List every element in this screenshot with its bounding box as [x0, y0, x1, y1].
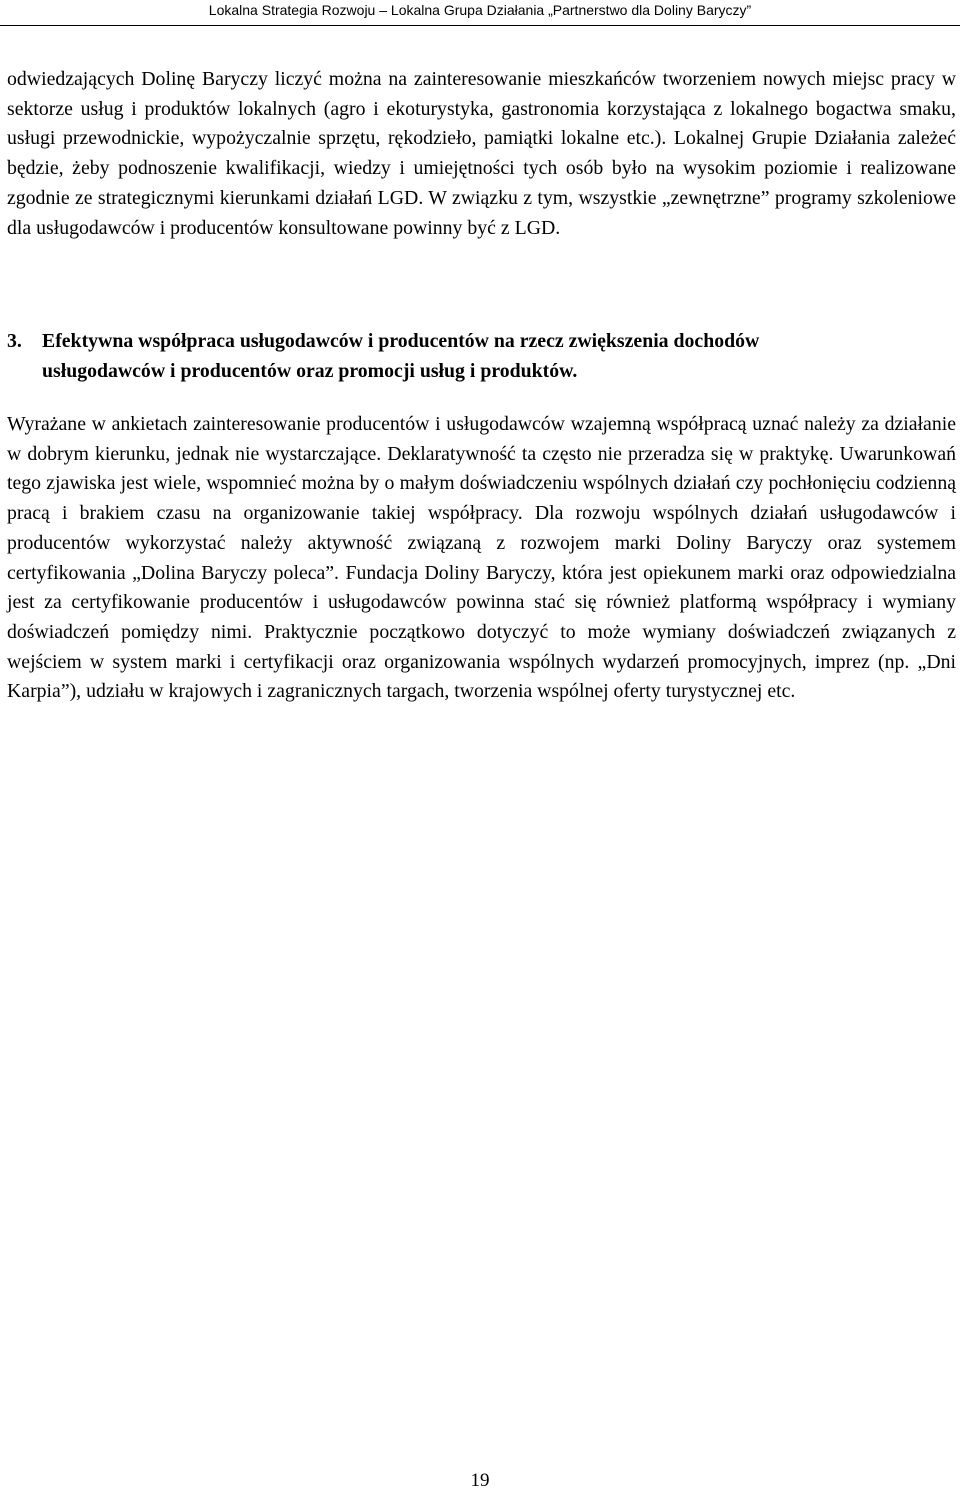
section-title-line-1: Efektywna współpraca usługodawców i producentów na rzecz zwiększenia dochodów — [42, 330, 760, 352]
body-text-block-1 — [7, 65, 956, 243]
paragraph-1: odwiedzających Dolinę Baryczy liczyć można na zainteresowanie mieszkańców tworzeniem nowych miejsc pracy w sektorze usług i produktów lokalnych (agro i ekoturystyka, gastronomia korzystająca z lokalnego bogactwa smaku, usługi przewodnickie, wypożyczalnie sprzętu, rękodzieło, pamiątki lokalne etc.). Lokalnej Grupie Działania zależeć będzie, żeby podnoszenie kwalifikacji, wiedzy i umiejętności tych osób było na wysokim poziomie i realizowane zgodnie ze strategicznymi kierunkami działań LGD. W związku z tym, wszystkie „zewnętrzne” programy szkoleniowe dla usługodawców i producentów konsultowane powinny być z LGD. — [7, 68, 956, 239]
header-title: Lokalna Strategia Rozwoju – Lokalna Grupa Działania „Partnerstwo dla Doliny Baryczy” — [208, 2, 752, 18]
section-number: 3. — [7, 330, 22, 352]
section-title-line-2: usługodawców i producentów oraz promocji usług i produktów. — [42, 359, 578, 382]
body-text-block-2 — [7, 410, 956, 707]
section-heading — [7, 327, 956, 386]
page-number: 19 — [470, 1470, 490, 1491]
paragraph-2: Wyrażane w ankietach zainteresowanie producentów i usługodawców wzajemną współpracą uznać należy za działanie w dobrym kierunku, jednak nie wystarczające. Deklaratywność ta często nie przeradza się w praktykę. Uwarunkowań tego zjawiska jest wiele, wspomnieć można by o małym doświadczeniu wspólnych działań czy pochłonięciu codzienną pracą i brakiem czasu na organizowanie takiej współpracy. Dla rozwoju wspólnych działań usługodawców i producentów wykorzystać należy aktywność związaną z rozwojem marki Doliny Baryczy oraz systemem certyfikowania „Dolina Baryczy poleca”. Fundacja Doliny Baryczy, która jest opiekunem marki oraz odpowiedzialna jest za certyfikowanie producentów i usługodawców powinna stać się również platformą współpracy i wymiany doświadczeń pomiędzy nimi. Praktycznie początkowo dotyczyć to może wymiany doświadczeń związanych z wejściem w system marki i certyfikacji oraz organizowania wspólnych wydarzeń promocyjnych, imprez (np. „Dni Karpia”), udziału w krajowych i zagranicznych targach, tworzenia wspólnej oferty turystycznej etc. — [7, 413, 956, 703]
header-divider — [0, 25, 960, 26]
